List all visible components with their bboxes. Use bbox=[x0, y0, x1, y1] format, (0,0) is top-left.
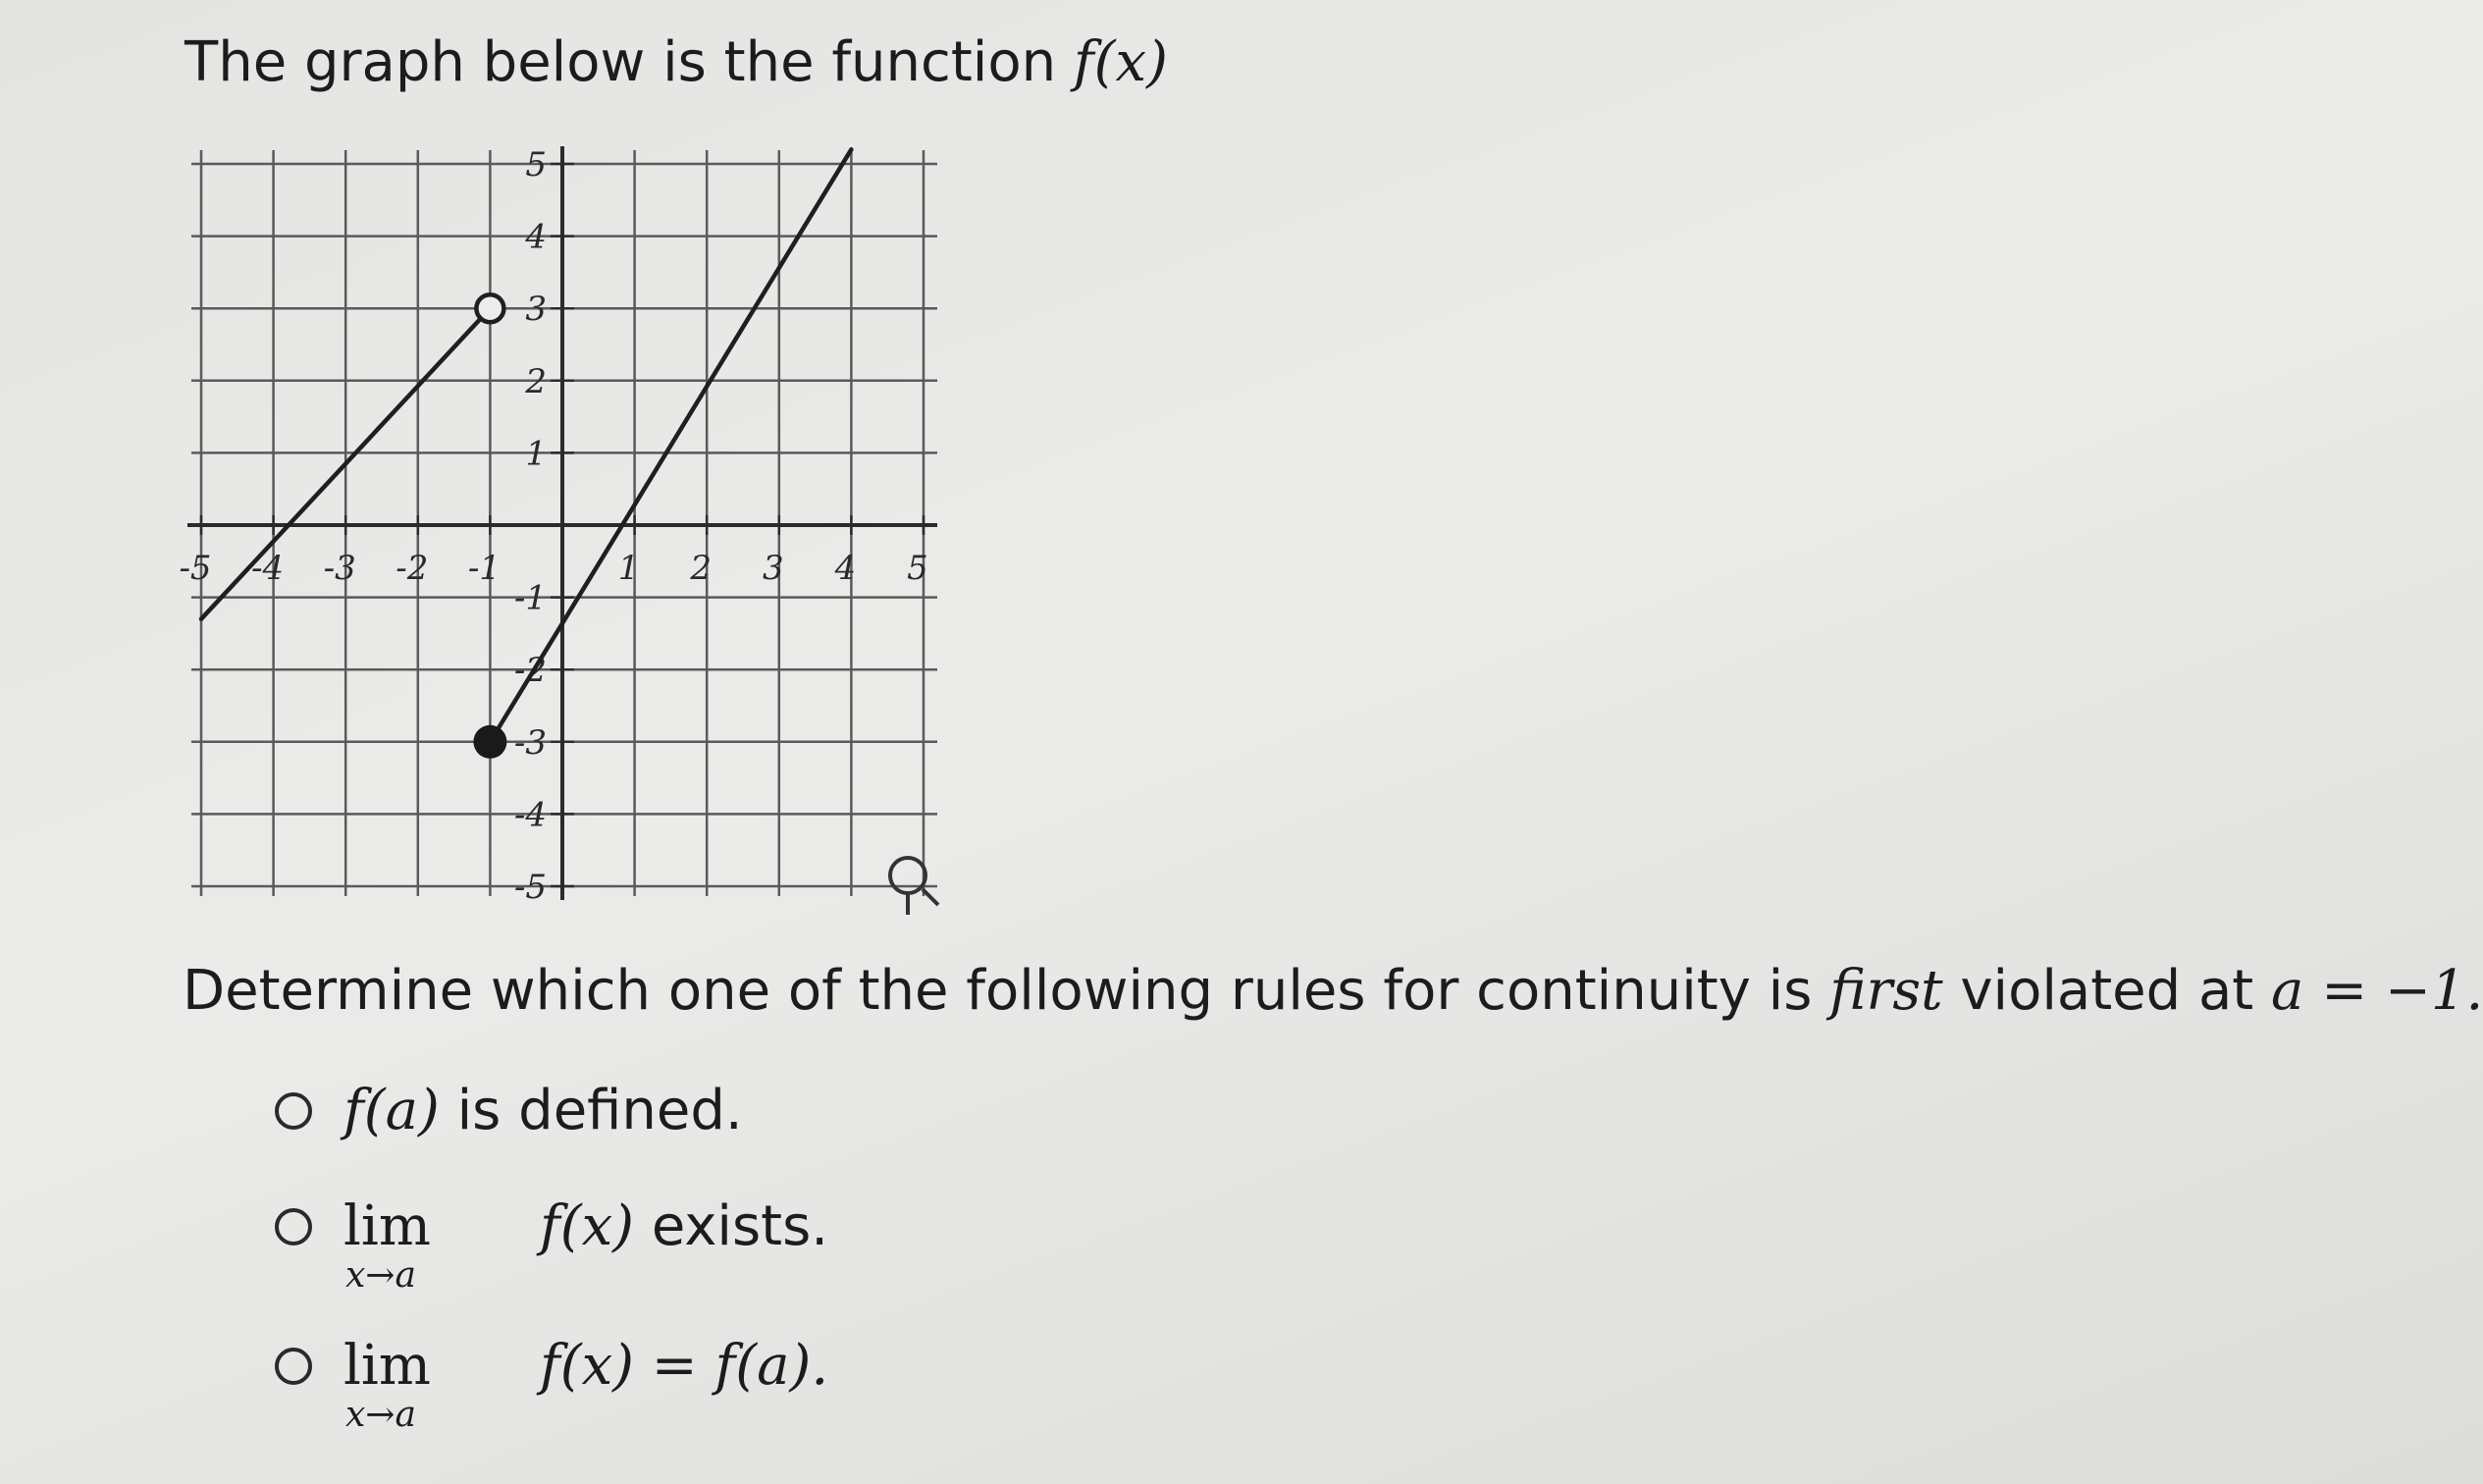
y-tick-label: 2 bbox=[525, 361, 547, 401]
option-label bbox=[343, 1070, 743, 1152]
question-prompt bbox=[183, 950, 2483, 1033]
lim-subscript: x→a bbox=[345, 1255, 416, 1296]
open-circle-marker bbox=[476, 294, 503, 322]
y-tick-label: -2 bbox=[513, 651, 547, 691]
x-tick-label: 4 bbox=[834, 549, 857, 588]
radio-button[interactable] bbox=[275, 1348, 312, 1385]
x-tick-label: 1 bbox=[617, 549, 640, 588]
limit-expression bbox=[343, 1186, 829, 1296]
y-tick-label: -5 bbox=[513, 868, 547, 907]
radio-button[interactable] bbox=[275, 1208, 312, 1246]
y-tick-label: -3 bbox=[513, 722, 547, 763]
y-tick-label: 5 bbox=[525, 145, 547, 185]
y-tick-label: -1 bbox=[513, 578, 547, 618]
prompt-before: Determine which one of the following rules for continuity is bbox=[183, 959, 1830, 1023]
prompt-after: violated at bbox=[1942, 959, 2272, 1023]
x-tick-label: 5 bbox=[907, 549, 928, 588]
option-text: is defined. bbox=[439, 1079, 743, 1142]
function-graph bbox=[167, 147, 972, 923]
option-math: f(a) bbox=[343, 1079, 440, 1142]
lim-subscript: x→a bbox=[345, 1395, 416, 1435]
y-tick-label: -4 bbox=[513, 795, 547, 835]
prompt-math: a = −1. bbox=[2271, 959, 2483, 1023]
option-math: f(x) bbox=[540, 1194, 635, 1258]
limit-expression bbox=[343, 1325, 829, 1435]
y-tick-label: 4 bbox=[525, 217, 547, 257]
option-text: exists. bbox=[634, 1194, 829, 1258]
y-tick-label: 3 bbox=[525, 290, 547, 330]
lim-word: lim bbox=[343, 1334, 431, 1398]
y-tick-label: 1 bbox=[525, 434, 547, 474]
option-label bbox=[540, 1186, 828, 1268]
x-tick-label: 3 bbox=[762, 549, 784, 588]
x-tick-label: -1 bbox=[467, 549, 501, 588]
question-title bbox=[185, 22, 1168, 104]
option-label bbox=[540, 1325, 828, 1407]
graph-svg bbox=[167, 147, 972, 923]
x-tick-label: -3 bbox=[323, 549, 356, 588]
prompt-emphasis: first bbox=[1829, 959, 1943, 1023]
closed-circle-marker bbox=[473, 725, 506, 759]
x-tick-label: -5 bbox=[179, 549, 212, 588]
x-tick-label: 2 bbox=[690, 549, 713, 588]
x-tick-label: -4 bbox=[251, 549, 285, 588]
title-math: f(x) bbox=[1073, 30, 1168, 94]
option-math: f(x) = f(a). bbox=[540, 1334, 829, 1398]
title-text: The graph below is the function bbox=[185, 30, 1074, 94]
lim-word: lim bbox=[343, 1194, 431, 1258]
x-tick-label: -2 bbox=[396, 549, 429, 588]
radio-button[interactable] bbox=[275, 1092, 312, 1130]
